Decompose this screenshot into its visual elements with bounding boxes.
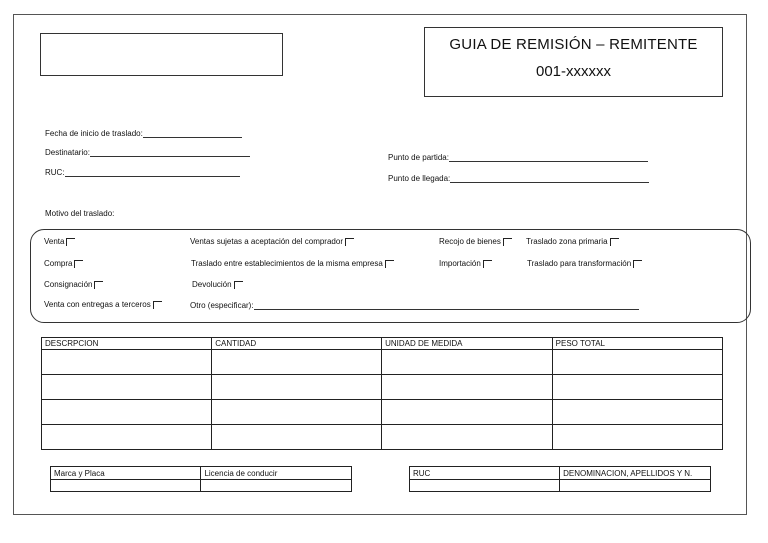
document-number: 001-xxxxxx [535,63,612,80]
llegada-field [388,173,649,183]
table-cell[interactable] [382,425,553,450]
table-cell[interactable] [51,480,201,492]
otro-input-line[interactable] [254,300,639,310]
llegada-label: Punto de llegada: [388,174,451,183]
header-peso: PESO TOTAL [552,338,722,350]
header-ruc: RUC [410,467,560,480]
fecha-input-line[interactable] [143,128,242,138]
checkbox[interactable] [153,301,162,309]
transport-table [50,466,352,492]
motivo-venta[interactable] [44,237,75,246]
partida-input-line[interactable] [449,152,648,162]
motivo-traslado-transformacion[interactable] [527,259,642,268]
checkbox[interactable] [385,260,394,268]
motivo-venta-terceros-label: Venta con entregas a terceros [44,300,151,309]
motivo-label: Motivo del traslado: [45,209,115,218]
table-cell[interactable] [42,425,212,450]
motivo-venta-terceros[interactable] [44,300,162,309]
destinatario-input-line[interactable] [90,147,250,157]
motivo-recojo[interactable] [439,237,512,246]
motivo-compra[interactable] [44,259,83,268]
motivo-ventas-sujetas[interactable] [190,237,354,246]
table-cell[interactable] [552,375,722,400]
checkbox[interactable] [66,238,75,246]
table-cell[interactable] [212,350,382,375]
motivo-devolucion-label: Devolución [192,280,232,289]
motivo-traslado-entre[interactable] [191,259,394,268]
header-denominacion: DENOMINACION, APELLIDOS Y N. [560,467,711,480]
checkbox[interactable] [483,260,492,268]
motivo-traslado-zona[interactable] [526,237,619,246]
header-licencia: Licencia de conducir [201,467,352,480]
checkbox[interactable] [74,260,83,268]
motivo-ventas-sujetas-label: Ventas sujetas a aceptación del comprador [190,237,343,246]
title-box [424,27,723,97]
motivo-traslado-transformacion-label: Traslado para transformación [527,259,632,268]
partida-field [388,152,648,162]
ruc-label: RUC: [45,168,65,177]
table-row [42,350,723,375]
transport-header-row [51,467,352,480]
checkbox[interactable] [94,281,103,289]
table-cell[interactable] [201,480,352,492]
table-cell[interactable] [212,425,382,450]
ruc-input-line[interactable] [65,167,240,177]
fecha-field [45,128,242,138]
motivo-otro-label: Otro (especificar): [190,301,254,310]
table-cell[interactable] [42,375,212,400]
llegada-input-line[interactable] [450,173,649,183]
ruc-field [45,167,240,177]
motivo-compra-label: Compra [44,259,73,268]
motivo-devolucion[interactable] [192,280,243,289]
table-cell[interactable] [552,350,722,375]
table-row [42,400,723,425]
motivo-importacion-label: Importación [439,259,481,268]
table-cell[interactable] [382,375,553,400]
header-descripcion: DESCRPCION [42,338,212,350]
table-row [42,425,723,450]
fecha-label: Fecha de inicio de traslado: [45,129,143,138]
table-cell[interactable] [552,400,722,425]
motivo-traslado-zona-label: Traslado zona primaria [526,237,608,246]
header-marca-placa: Marca y Placa [51,467,201,480]
carrier-header-row [410,467,711,480]
table-row [410,480,711,492]
motivo-consignacion[interactable] [44,280,103,289]
table-cell[interactable] [552,425,722,450]
carrier-table [409,466,711,492]
checkbox[interactable] [633,260,642,268]
motivo-traslado-entre-label: Traslado entre establecimientos de la misma empresa [191,259,383,268]
table-cell[interactable] [212,375,382,400]
table-cell[interactable] [382,350,553,375]
checkbox[interactable] [610,238,619,246]
table-cell[interactable] [212,400,382,425]
table-cell[interactable] [410,480,560,492]
destinatario-label: Destinatario: [45,148,90,157]
header-unidad: UNIDAD DE MEDIDA [382,338,553,350]
table-cell[interactable] [42,400,212,425]
motivo-venta-label: Venta [44,237,65,246]
items-table [41,337,723,450]
checkbox[interactable] [503,238,512,246]
checkbox[interactable] [234,281,243,289]
table-row [51,480,352,492]
checkbox[interactable] [345,238,354,246]
items-header-row [42,338,723,350]
motivo-otro [190,300,639,310]
motivo-recojo-label: Recojo de bienes [439,237,501,246]
motivo-consignacion-label: Consignación [44,280,93,289]
header-cantidad: CANTIDAD [212,338,382,350]
partida-label: Punto de partida: [388,153,449,162]
motivo-importacion[interactable] [439,259,492,268]
table-row [42,375,723,400]
table-cell[interactable] [382,400,553,425]
table-cell[interactable] [42,350,212,375]
table-cell[interactable] [560,480,711,492]
logo-box [40,33,283,76]
document-title: GUIA DE REMISIÓN – REMITENTE [449,36,698,53]
destinatario-field [45,147,250,157]
